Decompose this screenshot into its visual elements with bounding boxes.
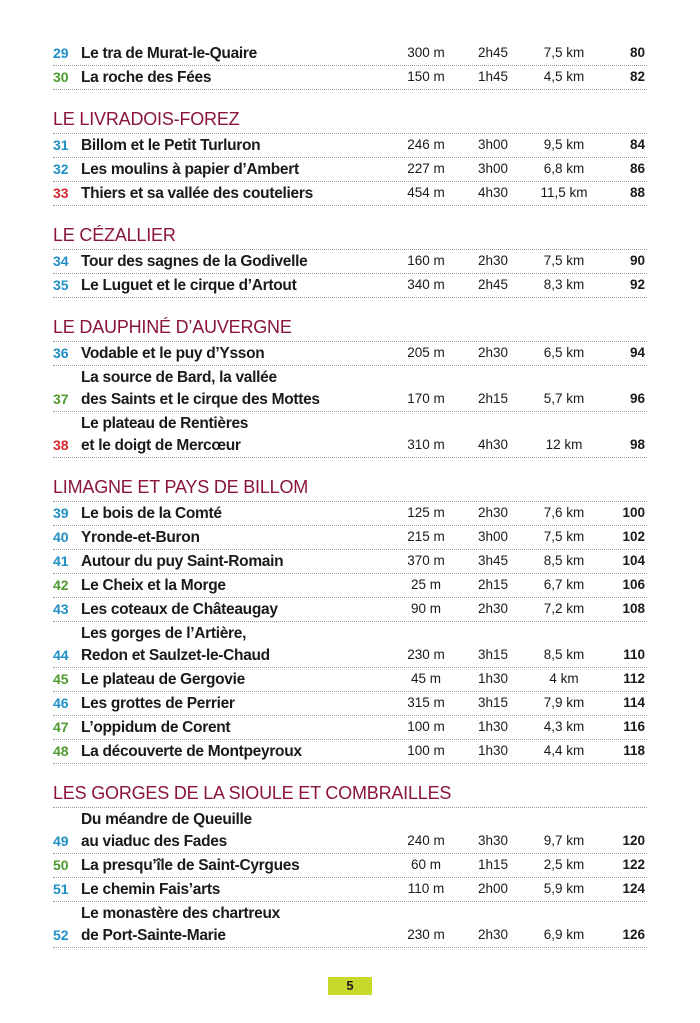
route-row[interactable] bbox=[53, 902, 647, 948]
route-number: 32 bbox=[53, 161, 69, 177]
route-number: 49 bbox=[53, 833, 69, 849]
route-title bbox=[81, 551, 401, 573]
route-title-line: Le chemin Fais’arts bbox=[81, 881, 221, 898]
route-page: 118 bbox=[623, 743, 645, 758]
route-number: 39 bbox=[53, 505, 69, 521]
route-elevation: 315 m bbox=[407, 695, 445, 710]
route-title-line: Les coteaux de Châteaugay bbox=[81, 601, 278, 618]
route-distance: 5,9 km bbox=[543, 881, 585, 896]
route-title-line: La presqu’île de Saint-Cyrgues bbox=[81, 857, 300, 874]
route-row[interactable] bbox=[53, 574, 647, 598]
route-number: 37 bbox=[53, 391, 69, 407]
route-page: 114 bbox=[623, 695, 645, 710]
route-title-line: Les moulins à papier d’Ambert bbox=[81, 161, 299, 178]
route-title bbox=[81, 503, 401, 525]
route-page: 126 bbox=[622, 927, 645, 942]
route-distance: 7,5 km bbox=[543, 529, 585, 544]
route-number: 43 bbox=[53, 601, 69, 617]
route-row[interactable] bbox=[53, 808, 647, 854]
route-title-line: Billom et le Petit Turluron bbox=[81, 137, 261, 154]
route-number: 30 bbox=[53, 69, 69, 85]
route-number: 35 bbox=[53, 277, 69, 293]
route-distance: 4,5 km bbox=[543, 69, 585, 84]
route-duration: 4h30 bbox=[477, 437, 509, 452]
route-elevation: 215 m bbox=[407, 529, 445, 544]
route-number: 41 bbox=[53, 553, 69, 569]
route-row[interactable] bbox=[53, 158, 647, 182]
route-row[interactable] bbox=[53, 250, 647, 274]
route-elevation: 227 m bbox=[407, 161, 445, 176]
route-page: 108 bbox=[622, 601, 645, 616]
route-distance: 8,5 km bbox=[543, 553, 585, 568]
route-row[interactable] bbox=[53, 854, 647, 878]
table-of-contents bbox=[53, 42, 647, 948]
route-title-line: Vodable et le puy d’Ysson bbox=[81, 345, 265, 362]
route-distance: 7,5 km bbox=[543, 253, 585, 268]
route-number: 31 bbox=[53, 137, 69, 153]
route-elevation: 125 m bbox=[407, 505, 445, 520]
route-row[interactable] bbox=[53, 274, 647, 298]
route-number: 46 bbox=[53, 695, 69, 711]
route-distance: 6,9 km bbox=[543, 927, 585, 942]
route-elevation: 150 m bbox=[407, 69, 445, 84]
route-duration: 3h45 bbox=[477, 553, 509, 568]
route-duration: 2h15 bbox=[477, 577, 509, 592]
route-page: 102 bbox=[622, 529, 645, 544]
route-row[interactable] bbox=[53, 182, 647, 206]
route-title bbox=[81, 879, 401, 901]
route-page: 80 bbox=[629, 45, 645, 60]
route-title-line: Autour du puy Saint-Romain bbox=[81, 553, 284, 570]
route-row[interactable] bbox=[53, 366, 647, 412]
route-title-line: Les grottes de Perrier bbox=[81, 695, 235, 712]
route-distance: 7,6 km bbox=[543, 505, 585, 520]
route-row[interactable] bbox=[53, 526, 647, 550]
route-title bbox=[81, 741, 401, 763]
section-title: LES GORGES DE LA SIOULE ET COMBRAILLES bbox=[53, 782, 647, 808]
route-distance: 7,9 km bbox=[543, 695, 585, 710]
route-title-line: La découverte de Montpeyroux bbox=[81, 743, 302, 760]
route-title bbox=[81, 413, 401, 457]
route-distance: 6,7 km bbox=[543, 577, 585, 592]
route-page: 104 bbox=[622, 553, 645, 568]
route-title bbox=[81, 575, 401, 597]
route-duration: 1h45 bbox=[477, 69, 509, 84]
route-duration: 4h30 bbox=[477, 185, 509, 200]
route-title bbox=[81, 343, 401, 365]
route-duration: 1h15 bbox=[477, 857, 509, 872]
route-title bbox=[81, 623, 401, 667]
route-elevation: 100 m bbox=[407, 743, 445, 758]
route-duration: 1h30 bbox=[477, 719, 509, 734]
route-row[interactable] bbox=[53, 598, 647, 622]
route-number: 36 bbox=[53, 345, 69, 361]
route-number: 42 bbox=[53, 577, 69, 593]
route-page: 88 bbox=[629, 185, 645, 200]
route-distance: 9,7 km bbox=[543, 833, 585, 848]
route-elevation: 45 m bbox=[410, 671, 441, 686]
route-number: 40 bbox=[53, 529, 69, 545]
route-elevation: 110 m bbox=[407, 881, 445, 896]
route-distance: 11,5 km bbox=[540, 185, 588, 200]
route-title-line: Le Luguet et le cirque d’Artout bbox=[81, 277, 297, 294]
route-page: 96 bbox=[629, 391, 645, 406]
route-page: 106 bbox=[622, 577, 645, 592]
section-title: LIMAGNE ET PAYS DE BILLOM bbox=[53, 476, 647, 502]
route-row[interactable] bbox=[53, 716, 647, 740]
route-title bbox=[81, 669, 401, 691]
route-number: 51 bbox=[53, 881, 69, 897]
route-title-line: Le Cheix et la Morge bbox=[81, 577, 226, 594]
route-number: 50 bbox=[53, 857, 69, 873]
route-duration: 2h00 bbox=[477, 881, 509, 896]
route-elevation: 454 m bbox=[407, 185, 445, 200]
route-title-line: Yronde-et-Buron bbox=[81, 529, 200, 546]
route-number: 29 bbox=[53, 45, 69, 61]
route-row[interactable] bbox=[53, 342, 647, 366]
route-number: 45 bbox=[53, 671, 69, 687]
route-distance: 4 km bbox=[549, 671, 579, 686]
route-title-line: L’oppidum de Corent bbox=[81, 719, 231, 736]
route-duration: 3h15 bbox=[477, 647, 509, 662]
route-row[interactable] bbox=[53, 550, 647, 574]
route-title-line: et le doigt de Mercœur bbox=[81, 437, 241, 454]
route-elevation: 300 m bbox=[407, 45, 445, 60]
route-duration: 2h30 bbox=[477, 253, 509, 268]
route-elevation: 60 m bbox=[410, 857, 441, 872]
route-elevation: 240 m bbox=[407, 833, 445, 848]
route-title bbox=[81, 903, 401, 947]
route-elevation: 25 m bbox=[410, 577, 441, 592]
route-title-line: Les gorges de l’Artière, bbox=[81, 625, 247, 642]
route-page: 98 bbox=[629, 437, 645, 452]
route-title bbox=[81, 159, 401, 181]
route-title-line: La roche des Fées bbox=[81, 69, 212, 86]
route-page: 110 bbox=[623, 647, 645, 662]
route-elevation: 90 m bbox=[410, 601, 441, 616]
route-title bbox=[81, 275, 401, 297]
route-number: 33 bbox=[53, 185, 69, 201]
section-title: LE DAUPHINÉ D’AUVERGNE bbox=[53, 316, 647, 342]
page-number: 5 bbox=[328, 977, 372, 995]
route-distance: 6,8 km bbox=[543, 161, 585, 176]
route-distance: 6,5 km bbox=[543, 345, 585, 360]
route-duration: 3h00 bbox=[477, 137, 509, 152]
route-title-line: Le bois de la Comté bbox=[81, 505, 222, 522]
route-title bbox=[81, 183, 401, 205]
route-title-line: de Port-Sainte-Marie bbox=[81, 927, 226, 944]
route-elevation: 170 m bbox=[407, 391, 445, 406]
route-row[interactable] bbox=[53, 502, 647, 526]
route-elevation: 340 m bbox=[407, 277, 445, 292]
route-row[interactable] bbox=[53, 134, 647, 158]
route-title bbox=[81, 251, 401, 273]
route-distance: 8,3 km bbox=[543, 277, 585, 292]
route-page: 86 bbox=[629, 161, 645, 176]
route-title-line: Du méandre de Queuille bbox=[81, 811, 252, 828]
route-elevation: 230 m bbox=[407, 927, 445, 942]
route-duration: 3h15 bbox=[477, 695, 509, 710]
route-title bbox=[81, 599, 401, 621]
route-title-line: Thiers et sa vallée des couteliers bbox=[81, 185, 313, 202]
route-title bbox=[81, 135, 401, 157]
route-title-line: au viaduc des Fades bbox=[81, 833, 227, 850]
route-title bbox=[81, 717, 401, 739]
route-elevation: 310 m bbox=[407, 437, 445, 452]
route-elevation: 230 m bbox=[407, 647, 445, 662]
route-number: 48 bbox=[53, 743, 69, 759]
route-title-line: Redon et Saulzet-le-Chaud bbox=[81, 647, 270, 664]
route-duration: 2h45 bbox=[477, 45, 509, 60]
route-title-line: Le monastère des chartreux bbox=[81, 905, 280, 922]
route-distance: 7,2 km bbox=[543, 601, 585, 616]
route-distance: 8,5 km bbox=[543, 647, 585, 662]
route-distance: 7,5 km bbox=[543, 45, 585, 60]
route-title bbox=[81, 693, 401, 715]
route-title bbox=[81, 855, 401, 877]
route-duration: 1h30 bbox=[477, 671, 509, 686]
route-title bbox=[81, 43, 401, 65]
route-page: 116 bbox=[623, 719, 645, 734]
route-row[interactable] bbox=[53, 622, 647, 668]
route-page: 124 bbox=[622, 881, 645, 896]
route-page: 84 bbox=[629, 137, 645, 152]
route-page: 94 bbox=[629, 345, 645, 360]
route-duration: 3h00 bbox=[477, 529, 509, 544]
route-row[interactable] bbox=[53, 66, 647, 90]
route-duration: 2h45 bbox=[477, 277, 509, 292]
route-number: 52 bbox=[53, 927, 69, 943]
route-title bbox=[81, 367, 401, 411]
route-duration: 2h30 bbox=[477, 505, 509, 520]
route-title bbox=[81, 809, 401, 853]
section-title: LE LIVRADOIS-FOREZ bbox=[53, 108, 647, 134]
route-duration: 2h30 bbox=[477, 927, 509, 942]
route-row[interactable] bbox=[53, 878, 647, 902]
route-distance: 9,5 km bbox=[543, 137, 585, 152]
route-distance: 4,4 km bbox=[543, 743, 585, 758]
route-distance: 5,7 km bbox=[543, 391, 585, 406]
route-page: 120 bbox=[622, 833, 645, 848]
route-duration: 2h30 bbox=[477, 601, 509, 616]
route-row[interactable] bbox=[53, 412, 647, 458]
route-title-line: Le plateau de Rentières bbox=[81, 415, 249, 432]
route-title bbox=[81, 527, 401, 549]
route-page: 92 bbox=[629, 277, 645, 292]
route-row[interactable] bbox=[53, 692, 647, 716]
route-elevation: 205 m bbox=[407, 345, 445, 360]
route-distance: 2,5 km bbox=[543, 857, 585, 872]
route-number: 34 bbox=[53, 253, 69, 269]
route-page: 90 bbox=[629, 253, 645, 268]
route-duration: 2h30 bbox=[477, 345, 509, 360]
route-title-line: Le plateau de Gergovie bbox=[81, 671, 245, 688]
route-distance: 4,3 km bbox=[543, 719, 585, 734]
route-number: 47 bbox=[53, 719, 69, 735]
route-elevation: 100 m bbox=[407, 719, 445, 734]
route-title-line: Le tra de Murat-le-Quaire bbox=[81, 45, 257, 62]
route-distance: 12 km bbox=[545, 437, 583, 452]
route-row[interactable] bbox=[53, 740, 647, 764]
route-duration: 3h30 bbox=[477, 833, 509, 848]
route-duration: 2h15 bbox=[477, 391, 509, 406]
route-page: 112 bbox=[623, 671, 645, 686]
route-title-line: La source de Bard, la vallée bbox=[81, 369, 277, 386]
route-row[interactable] bbox=[53, 668, 647, 692]
section-title: LE CÉZALLIER bbox=[53, 224, 647, 250]
route-page: 122 bbox=[622, 857, 645, 872]
route-number: 38 bbox=[53, 437, 69, 453]
route-title-line: Tour des sagnes de la Godivelle bbox=[81, 253, 308, 270]
route-title bbox=[81, 67, 401, 89]
route-title-line: des Saints et le cirque des Mottes bbox=[81, 391, 320, 408]
route-elevation: 246 m bbox=[407, 137, 445, 152]
route-duration: 3h00 bbox=[477, 161, 509, 176]
route-number: 44 bbox=[53, 647, 69, 663]
route-page: 100 bbox=[622, 505, 645, 520]
route-page: 82 bbox=[629, 69, 645, 84]
route-elevation: 160 m bbox=[407, 253, 445, 268]
route-duration: 1h30 bbox=[477, 743, 509, 758]
route-row[interactable] bbox=[53, 42, 647, 66]
route-elevation: 370 m bbox=[407, 553, 445, 568]
